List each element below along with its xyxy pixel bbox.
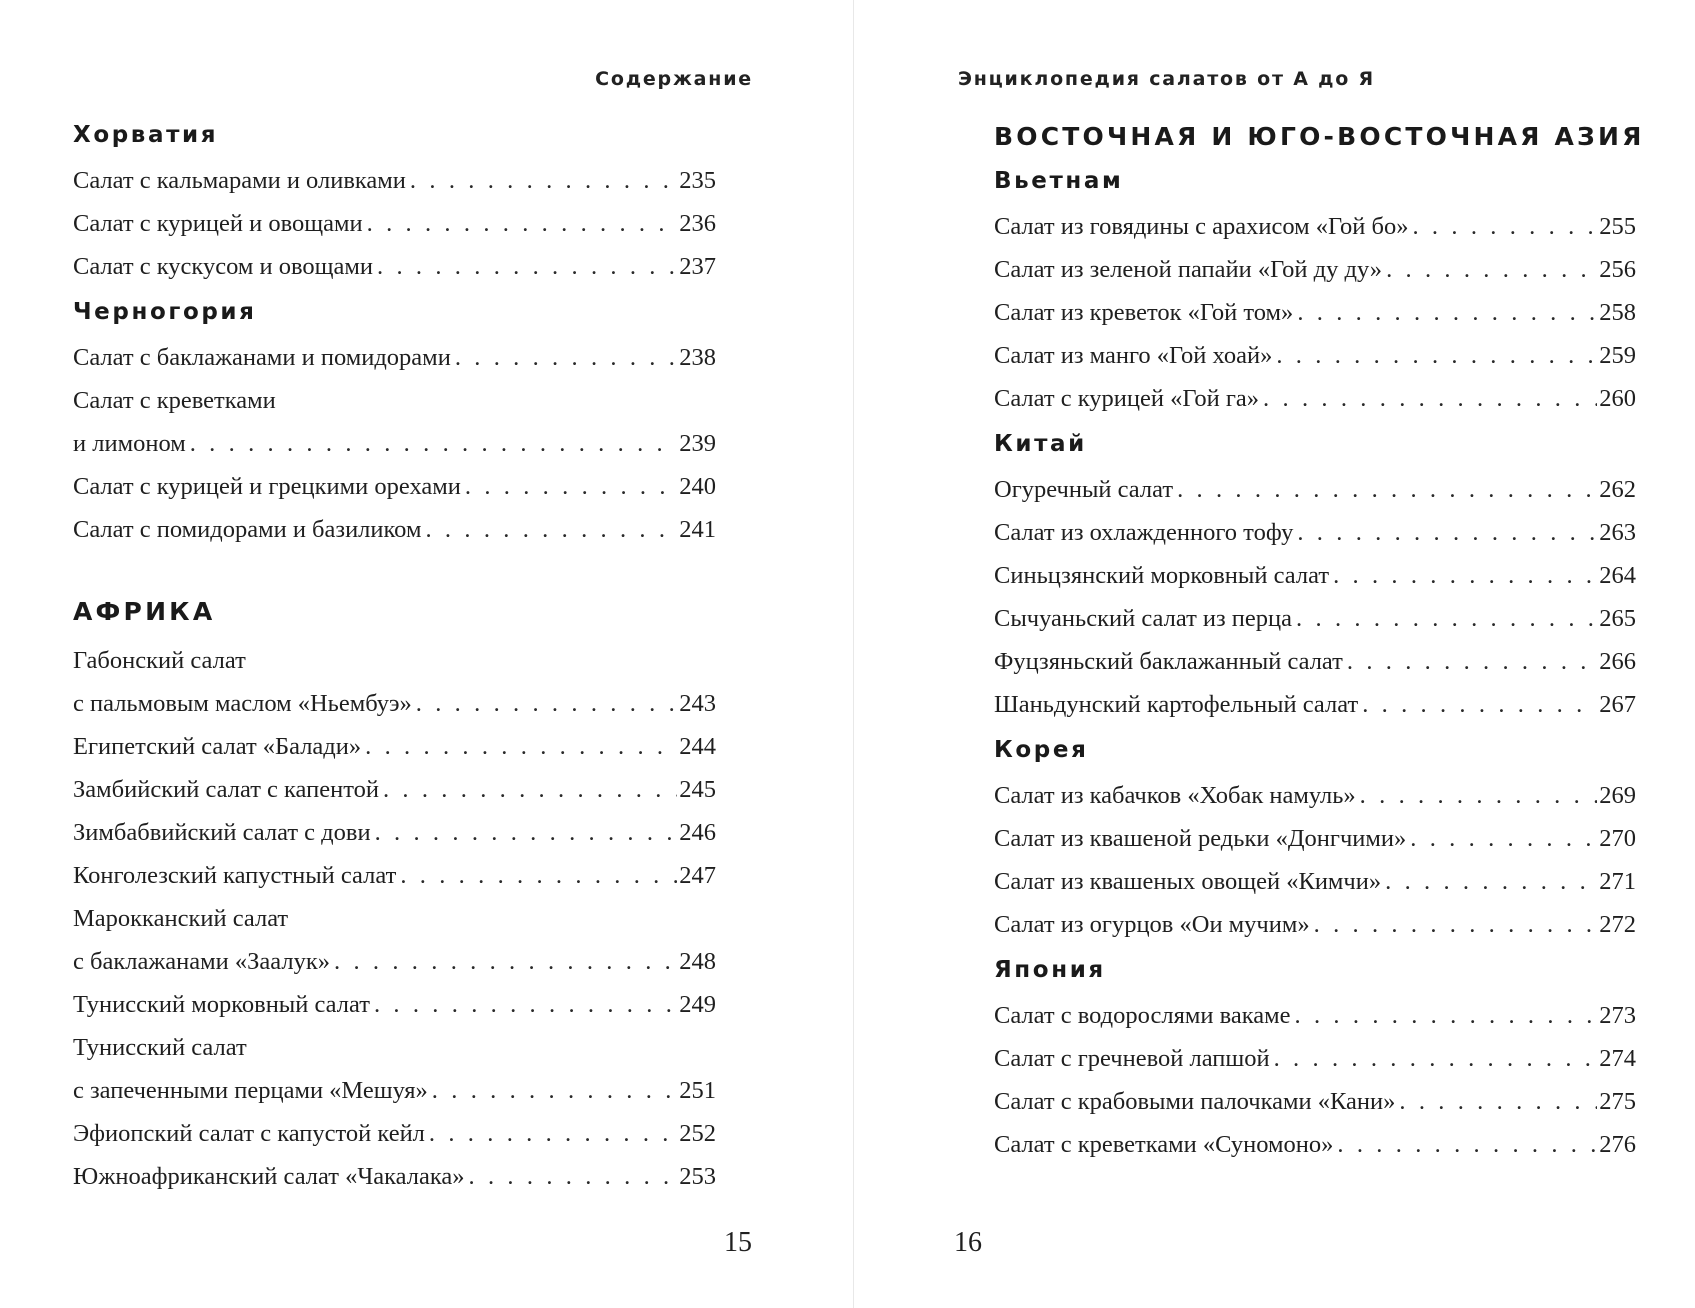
toc-entry[interactable]	[994, 683, 1636, 726]
entry-page: 276	[1599, 1131, 1636, 1158]
entry-title: с пальмовым маслом «Ньембуэ»	[73, 690, 412, 717]
entry-title: Салат с курицей и овощами	[73, 210, 363, 237]
country-heading: Китай	[994, 431, 1087, 457]
entry-page: 239	[679, 430, 716, 457]
entry-page: 246	[679, 819, 716, 846]
leader-dots	[465, 465, 677, 508]
toc-content	[73, 118, 716, 1198]
region-heading: АФРИКА	[73, 597, 216, 626]
leader-dots	[425, 508, 677, 551]
entry-title: Салат с курицей и грецкими орехами	[73, 473, 461, 500]
toc-section-korea	[994, 733, 1636, 946]
country-heading: Хорватия	[73, 122, 219, 148]
entry-title: Конголезский капустный салат	[73, 862, 397, 889]
entry-title: Салат из квашеных овощей «Кимчи»	[994, 868, 1382, 895]
toc-entry[interactable]	[73, 508, 716, 551]
entry-page: 237	[679, 253, 716, 280]
entry-page: 269	[1599, 782, 1636, 809]
leader-dots	[1177, 468, 1597, 511]
entry-title: Огуречный салат	[994, 476, 1174, 503]
leader-dots	[1296, 597, 1597, 640]
entry-page: 241	[679, 516, 716, 543]
entry-page: 243	[679, 690, 716, 717]
entry-title: Салат из зеленой папайи «Гой ду ду»	[994, 256, 1383, 283]
entry-page: 244	[679, 733, 716, 760]
entry-title: Зимбабвийский салат с дови	[73, 819, 371, 846]
toc-entry[interactable]	[994, 554, 1636, 597]
entry-title: Тунисский морковный салат	[73, 991, 370, 1018]
entry-title: и лимоном	[73, 430, 186, 457]
entry-page: 273	[1599, 1002, 1636, 1029]
toc-entry[interactable]	[994, 817, 1636, 860]
entry-page: 235	[679, 167, 716, 194]
leader-dots	[367, 202, 678, 245]
entry-title: Салат из охлажденного тофу	[994, 519, 1294, 546]
toc-entry[interactable]	[73, 1155, 716, 1198]
entry-page: 256	[1599, 256, 1636, 283]
leader-dots	[1360, 774, 1598, 817]
toc-entry[interactable]	[73, 940, 716, 983]
leader-dots	[375, 811, 678, 854]
toc-entry-line1[interactable]	[73, 379, 716, 422]
entry-title: Салат из манго «Гой хоай»	[994, 342, 1273, 369]
entry-title-line1: Марокканский салат	[73, 905, 289, 932]
toc-entry[interactable]	[994, 377, 1636, 420]
entry-page: 259	[1599, 342, 1636, 369]
toc-entry[interactable]	[73, 159, 716, 202]
entry-page: 247	[679, 862, 716, 889]
country-heading: Вьетнам	[994, 168, 1124, 194]
entry-title: Синьцзянский морковный салат	[994, 562, 1330, 589]
entry-title: с баклажанами «Заалук»	[73, 948, 330, 975]
leader-dots	[365, 725, 677, 768]
toc-entry[interactable]	[73, 1069, 716, 1112]
toc-content	[994, 118, 1645, 1166]
toc-section-china	[994, 427, 1636, 726]
entry-title-line1: Салат с креветками	[73, 387, 276, 414]
toc-entry[interactable]	[994, 468, 1636, 511]
entry-title: Эфиопский салат с капустой кейл	[73, 1120, 425, 1147]
entry-title: Фуцзяньский баклажанный салат	[994, 648, 1343, 675]
toc-entry[interactable]	[994, 334, 1636, 377]
entry-title: Салат с баклажанами и помидорами	[73, 344, 451, 371]
leader-dots	[383, 768, 677, 811]
leader-dots	[1274, 1037, 1598, 1080]
leader-dots	[429, 1112, 677, 1155]
page-number: 15	[724, 1227, 752, 1258]
entry-page: 253	[679, 1163, 716, 1190]
toc-entry[interactable]	[73, 465, 716, 508]
leader-dots	[1399, 1080, 1597, 1123]
toc-section-croatia	[73, 118, 716, 288]
toc-entry[interactable]	[994, 903, 1636, 946]
entry-page: 252	[679, 1120, 716, 1147]
entry-page: 274	[1599, 1045, 1636, 1072]
leader-dots	[469, 1155, 678, 1198]
leader-dots	[1297, 291, 1597, 334]
entry-title: Замбийский салат с капентой	[73, 776, 379, 803]
entry-page: 238	[679, 344, 716, 371]
toc-entry[interactable]	[994, 597, 1636, 640]
entry-title: Салат с креветками «Суномоно»	[994, 1131, 1334, 1158]
leader-dots	[190, 422, 678, 465]
toc-entry[interactable]	[994, 248, 1636, 291]
country-heading: Япония	[994, 957, 1106, 983]
page-number: 16	[954, 1227, 982, 1258]
leader-dots	[1337, 1123, 1597, 1166]
running-head: Энциклопедия салатов от А до Я	[958, 68, 1375, 90]
entry-page: 262	[1599, 476, 1636, 503]
toc-entry[interactable]	[994, 774, 1636, 817]
leader-dots	[400, 854, 677, 897]
leader-dots	[1410, 817, 1597, 860]
leader-dots	[1276, 334, 1597, 377]
entry-title: Египетский салат «Балади»	[73, 733, 362, 760]
leader-dots	[1333, 554, 1597, 597]
entry-title: Салат из квашеной редьки «Донгчими»	[994, 825, 1407, 852]
toc-entry[interactable]	[994, 860, 1636, 903]
running-head: Содержание	[595, 68, 753, 90]
entry-title: Салат с кускусом и овощами	[73, 253, 373, 280]
leader-dots	[1362, 683, 1597, 726]
toc-region-africa	[73, 593, 716, 1198]
leader-dots	[377, 245, 677, 288]
entry-page: 248	[679, 948, 716, 975]
leader-dots	[1263, 377, 1597, 420]
leader-dots	[374, 983, 677, 1026]
toc-entry[interactable]	[73, 202, 716, 245]
entry-page: 264	[1599, 562, 1636, 589]
entry-page: 236	[679, 210, 716, 237]
entry-title: Салат с помидорами и базиликом	[73, 516, 422, 543]
entry-title: Салат с крабовыми палочками «Кани»	[994, 1088, 1396, 1115]
entry-title: Салат с кальмарами и оливками	[73, 167, 406, 194]
toc-entry[interactable]	[994, 1080, 1636, 1123]
entry-title-line1: Тунисский салат	[73, 1034, 247, 1061]
toc-entry[interactable]	[994, 1123, 1636, 1166]
toc-entry[interactable]	[73, 245, 716, 288]
leader-dots	[410, 159, 677, 202]
right-page	[854, 0, 1695, 1308]
entry-title-line1: Габонский салат	[73, 647, 246, 674]
entry-page: 272	[1599, 911, 1636, 938]
leader-dots	[1385, 860, 1597, 903]
entry-title: Шаньдунский картофельный салат	[994, 691, 1359, 718]
toc-entry[interactable]	[994, 291, 1636, 334]
toc-entry[interactable]	[73, 983, 716, 1026]
entry-page: 255	[1599, 213, 1636, 240]
entry-page: 275	[1599, 1088, 1636, 1115]
entry-title: Салат с курицей «Гой га»	[994, 385, 1260, 412]
entry-page: 270	[1599, 825, 1636, 852]
leader-dots	[1412, 205, 1597, 248]
entry-title: Салат с гречневой лапшой	[994, 1045, 1270, 1072]
entry-title: с запеченными перцами «Мешуя»	[73, 1077, 428, 1104]
toc-section-montenegro	[73, 295, 716, 551]
entry-title: Салат из кабачков «Хобак намуль»	[994, 782, 1356, 809]
toc-entry[interactable]	[73, 336, 716, 379]
toc-entry[interactable]	[73, 768, 716, 811]
toc-entry[interactable]	[994, 511, 1636, 554]
toc-entry[interactable]	[994, 994, 1636, 1037]
entry-page: 240	[679, 473, 716, 500]
entry-title: Южноафриканский салат «Чакалака»	[73, 1163, 465, 1190]
entry-page: 267	[1599, 691, 1636, 718]
toc-entry[interactable]	[994, 1037, 1636, 1080]
leader-dots	[1347, 640, 1597, 683]
toc-entry[interactable]	[73, 725, 716, 768]
entry-page: 260	[1599, 385, 1636, 412]
country-heading: Черногория	[73, 299, 257, 325]
toc-entry[interactable]	[994, 205, 1636, 248]
entry-page: 266	[1599, 648, 1636, 675]
toc-entry-line1[interactable]	[73, 897, 716, 940]
entry-page: 251	[679, 1077, 716, 1104]
entry-title: Салат с водорослями вакаме	[994, 1002, 1291, 1029]
toc-entry-line1[interactable]	[73, 639, 716, 682]
entry-page: 263	[1599, 519, 1636, 546]
leader-dots	[432, 1069, 677, 1112]
entry-title: Салат из огурцов «Ои мучим»	[994, 911, 1310, 938]
entry-page: 249	[679, 991, 716, 1018]
entry-title: Салат из говядины с арахисом «Гой бо»	[994, 213, 1409, 240]
entry-page: 265	[1599, 605, 1636, 632]
toc-entry[interactable]	[73, 854, 716, 897]
toc-entry[interactable]	[73, 811, 716, 854]
entry-title: Салат из креветок «Гой том»	[994, 299, 1294, 326]
leader-dots	[334, 940, 677, 983]
leader-dots	[1386, 248, 1597, 291]
leader-dots	[1295, 994, 1598, 1037]
toc-entry[interactable]	[73, 1112, 716, 1155]
entry-page: 258	[1599, 299, 1636, 326]
region-heading: ВОСТОЧНАЯ И ЮГО-ВОСТОЧНАЯ АЗИЯ	[994, 122, 1645, 151]
leader-dots	[1297, 511, 1597, 554]
toc-entry-line1[interactable]	[73, 1026, 716, 1069]
country-heading: Корея	[994, 737, 1089, 763]
leader-dots	[455, 336, 677, 379]
toc-entry[interactable]	[994, 640, 1636, 683]
toc-section-vietnam	[994, 164, 1636, 420]
toc-section-japan	[994, 953, 1636, 1166]
entry-page: 245	[679, 776, 716, 803]
entry-page: 271	[1599, 868, 1636, 895]
leader-dots	[1314, 903, 1598, 946]
toc-entry[interactable]	[73, 682, 716, 725]
leader-dots	[416, 682, 677, 725]
toc-entry[interactable]	[73, 422, 716, 465]
entry-title: Сычуаньский салат из перца	[994, 605, 1293, 632]
